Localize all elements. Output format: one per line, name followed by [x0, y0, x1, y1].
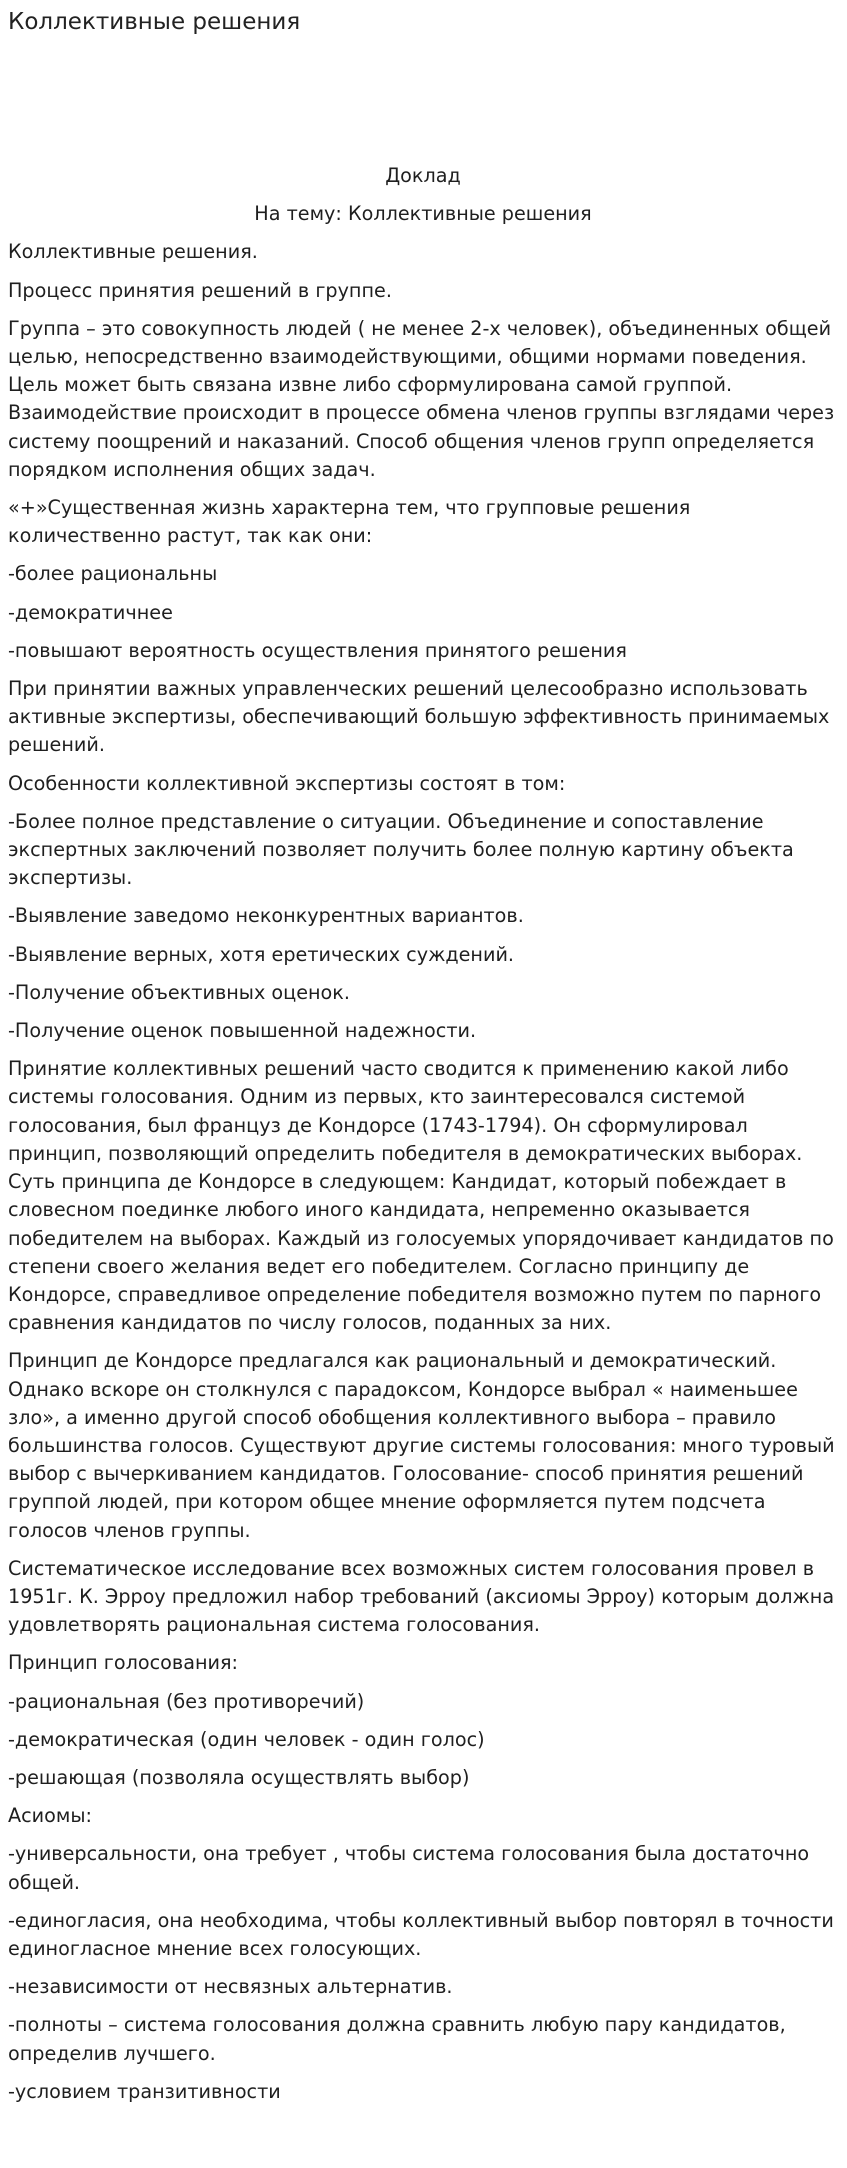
list-item: -решающая (позволяла осуществлять выбор) [8, 1765, 470, 1789]
list-item: -Выявление верных, хотя еретических суждений. [8, 942, 515, 966]
list-item: -единогласия, она необходима, чтобы коллективный выбор повторял в точности единогласное мнение всех голосующих. [8, 1908, 834, 1960]
list-item: -Выявление заведомо неконкурентных вариантов. [8, 904, 524, 928]
list-item: -независимости от несвязных альтернатив. [8, 1975, 453, 1999]
paragraph: «+»Существенная жизнь характерна тем, что групповые решения количественно растут, так как они: [8, 496, 691, 548]
page-title: Коллективные решения [8, 9, 301, 35]
paragraph: Принцип де Кондорсе предлагался как рациональный и демократический. Однако вскоре он столкнулся с парадоксом, Кондорсе выбрал « наименьшее зло», а именно другой способ обобщения коллективного выбора – правило большинства голосов. Существуют другие системы голосования: много туровый выбор с вычеркиванием кандидатов. Голосование- способ принятия решений группой людей, при котором общее мнение оформляется путем подсчета голосов членов группы. [8, 1349, 835, 1542]
list-item: -демократическая (один человек - один голос) [8, 1727, 485, 1751]
list-item: -Получение оценок повышенной надежности. [8, 1019, 477, 1043]
report-topic: На тему: Коллективные решения [254, 202, 592, 226]
paragraph: Коллективные решения. [8, 240, 258, 264]
list-item: -условием транзитивности [8, 2079, 281, 2103]
paragraph: Систематическое исследование всех возможных систем голосования провел в 1951г. К. Эрроу предложил набор требований (аксиомы Эрроу) которым должна удовлетворять рациональная система голосования. [8, 1556, 835, 1637]
paragraph: Принцип голосования: [8, 1651, 238, 1675]
paragraph: При принятии важных управленческих решений целесообразно использовать активные экспертизы, обеспечивающий большую эффективность принимаемых решений. [8, 677, 830, 757]
paragraph: Группа – это совокупность людей ( не менее 2-х человек), объединенных общей целью, непосредственно взаимодействующими, общими нормами поведения. Цель может быть связана извне либо сформулирована самой группой. Взаимодействие происходит в процессе обмена членов группы взглядами через систему поощрений и наказаний. Способ общения членов групп определяется порядком исполнения общих задач. [8, 316, 835, 481]
paragraph: Процесс принятия решений в группе. [8, 278, 392, 302]
document-body [8, 162, 838, 2116]
list-item: -полноты – система голосования должна сравнить любую пару кандидатов, определив лучшего. [8, 2013, 786, 2065]
list-item: -Получение объективных оценок. [8, 980, 350, 1004]
list-item: -демократичнее [8, 600, 173, 624]
paragraph: Асиомы: [8, 1804, 92, 1828]
list-item: -более рациональны [8, 562, 218, 586]
report-label: Доклад [385, 164, 461, 187]
list-item: -универсальности, она требует , чтобы система голосования была достаточно общей. [8, 1842, 810, 1894]
list-item: -рациональная (без противоречий) [8, 1689, 365, 1713]
paragraph: Особенности коллективной экспертизы состоят в том: [8, 771, 566, 795]
list-item: -повышают вероятность осуществления принятого решения [8, 638, 627, 662]
list-item: -Более полное представление о ситуации. Объединение и сопоставление экспертных заключений позволяет получить более полную картину объекта экспертизы. [8, 809, 794, 890]
paragraph: Принятие коллективных решений часто сводится к применению какой либо системы голосования. Одним из первых, кто заинтересовался системой голосования, был француз де Кондорсе (1743-1794). Он сформулировал принцип, позволяющий определить победителя в демократических выборах. Суть принципа де Кондорсе в следующем: Кандидат, который побеждает в словесном поединке любого иного кандидата, непременно оказывается победителем на выборах. Каждый из голосуемых упорядочивает кандидатов по степени своего желания ведет его победителем. Согласно принципу де Кондорсе, справедливое определение победителя возможно путем по парного сравнения кандидатов по числу голосов, поданных за них. [8, 1057, 834, 1335]
